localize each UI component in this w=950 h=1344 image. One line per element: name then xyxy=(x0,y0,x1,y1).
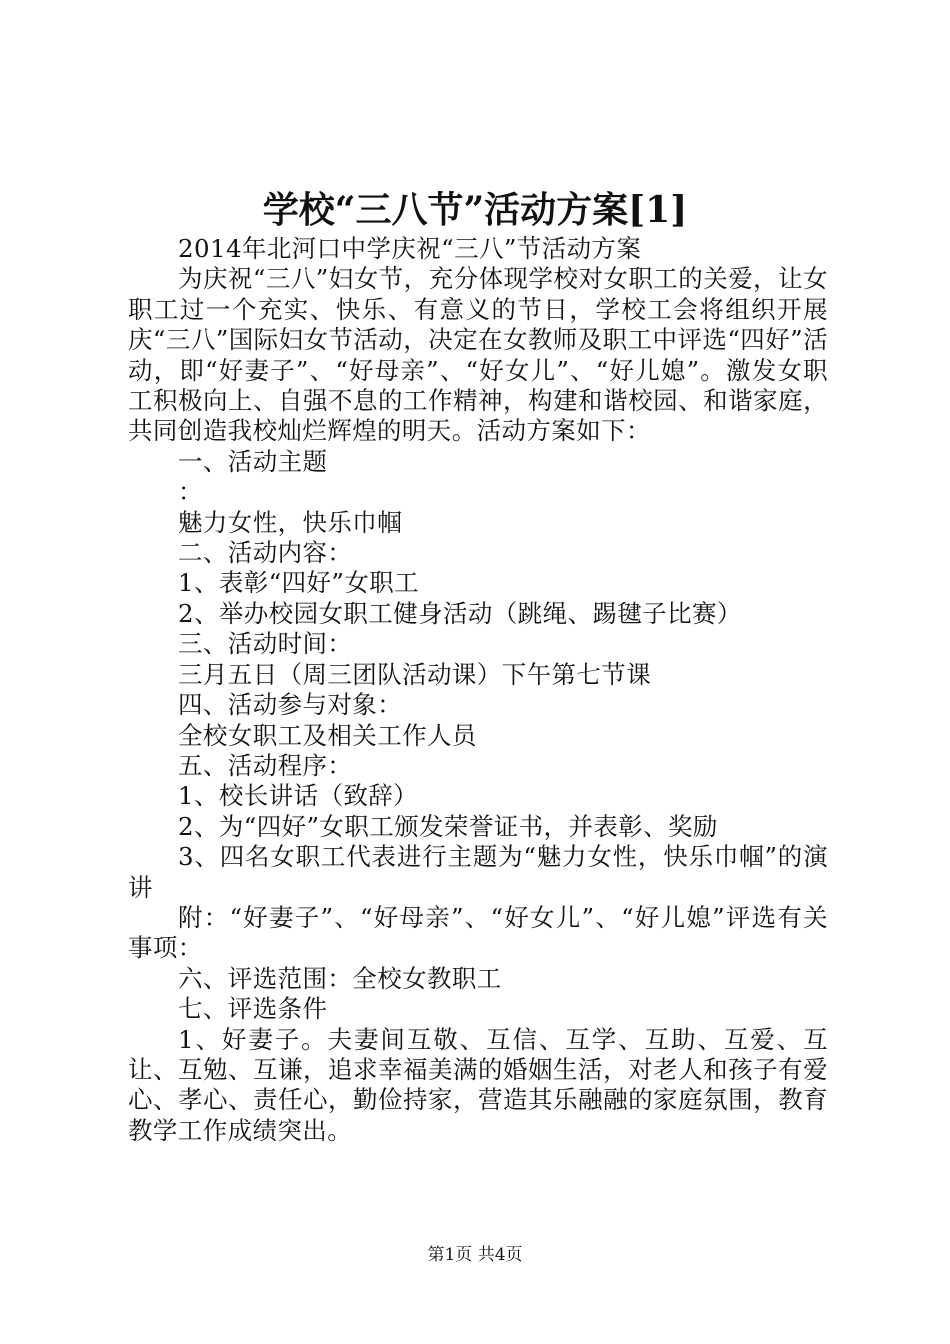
paragraph: 魅力女性，快乐巾帼 xyxy=(178,507,403,537)
document-title: 学校“三八节”活动方案[1] xyxy=(262,189,688,231)
paragraph: 三、活动时间： xyxy=(178,629,353,659)
paragraph: 一、活动主题 xyxy=(178,446,328,476)
paragraph: 1、表彰“四好”女职工 xyxy=(178,568,420,598)
paragraph: 六、评选范围：全校女教职工 xyxy=(178,963,502,993)
paragraph: 七、评选条件 xyxy=(178,994,328,1024)
page-number-footer: 第1页 共4页 xyxy=(427,1245,523,1265)
paragraph: 全校女职工及相关工作人员 xyxy=(178,720,477,750)
paragraph: ： xyxy=(178,477,203,507)
paragraph: 2、举办校园女职工健身活动（跳绳、踢毽子比赛） xyxy=(178,598,742,628)
paragraph: 四、活动参与对象： xyxy=(178,690,403,720)
paragraph: 二、活动内容： xyxy=(178,538,353,568)
paragraph: 1、校长讲话（致辞） xyxy=(178,781,419,811)
paragraph: 2、为“四好”女职工颁发荣誉证书，并表彰、奖励 xyxy=(178,811,718,841)
document-body xyxy=(128,234,828,1146)
paragraph: 五、活动程序： xyxy=(178,750,353,780)
paragraph: 为庆祝“三八”妇女节，充分体现学校对女职工的关爱，让女职工过一个充实、快乐、有意义的节日，学校工会将组织开展庆“三八”国际妇女节活动，决定在女教师及职工中评选“四好”活动，即“好妻子”、“好母亲”、“好女儿”、“好儿媳”。激发女职工积极向上、自强不息的工作精神，构建和谐校园、和谐家庭，共同创造我校灿烂辉煌的明天。活动方案如下： xyxy=(128,264,828,446)
paragraph: 3、四名女职工代表进行主题为“魅力女性，快乐巾帼”的演讲 xyxy=(128,842,828,902)
paragraph: 2014年北河口中学庆祝“三八”节活动方案 xyxy=(178,234,642,263)
paragraph: 附：“好妻子”、“好母亲”、“好女儿”、“好儿媳”评选有关事项： xyxy=(128,902,828,963)
paragraph: 三月五日（周三团队活动课）下午第七节课 xyxy=(178,659,652,689)
paragraph: 1、好妻子。夫妻间互敬、互信、互学、互助、互爱、互让、互勉、互谦，追求幸福美满的婚姻生活，对老人和孩子有爱心、孝心、责任心，勤俭持家，营造其乐融融的家庭氛围，教育教学工作成绩突出。 xyxy=(128,1024,828,1145)
